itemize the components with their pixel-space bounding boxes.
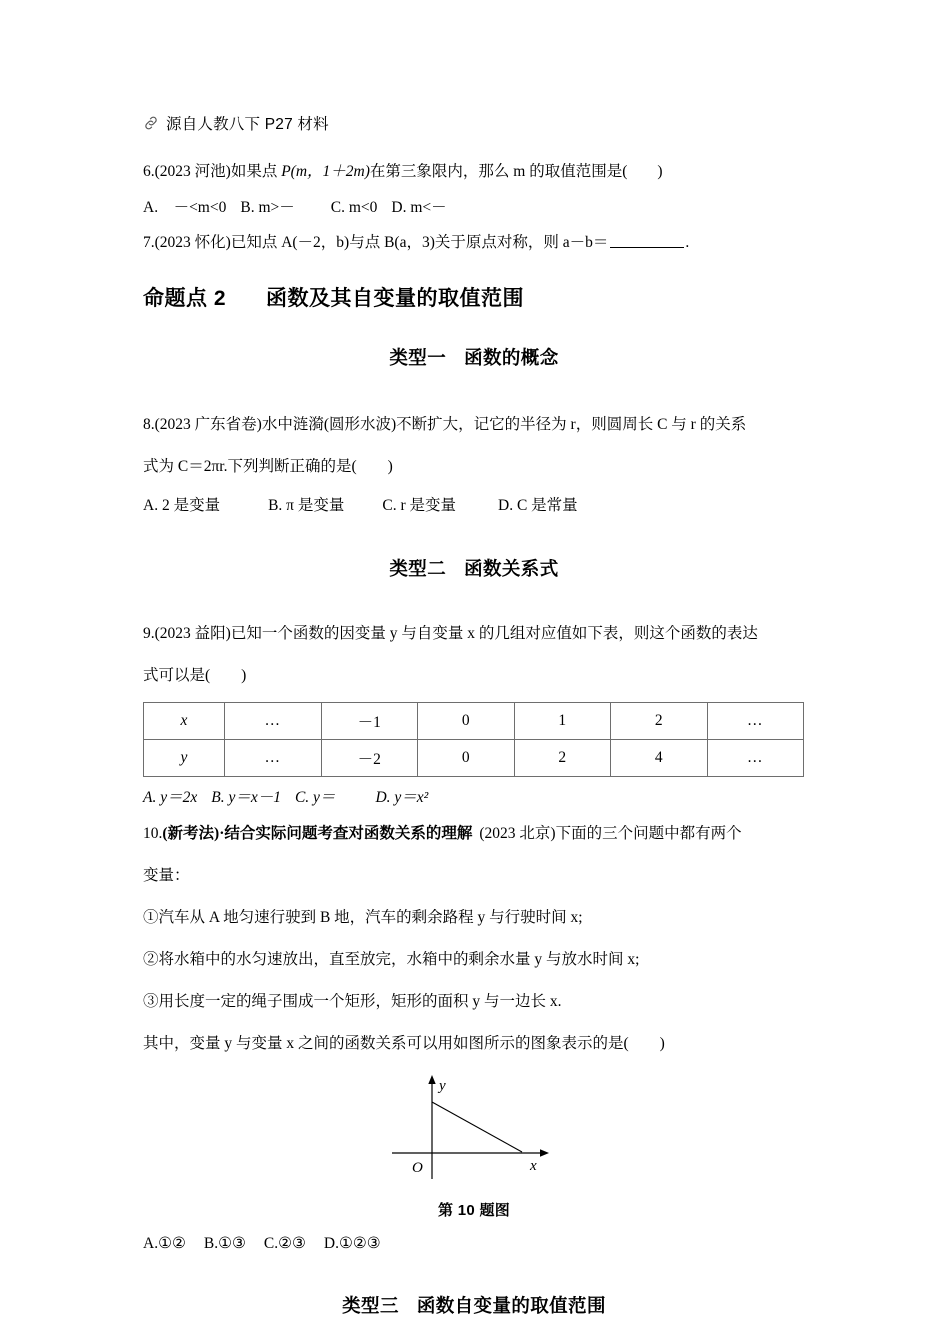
type-heading-2-title: 函数关系式 [464,558,559,579]
y-axis-arrow [428,1075,435,1084]
origin-label: O [412,1160,423,1176]
page-content [143,112,805,1318]
question-8-option-b[interactable]: B. π 是变量 [268,496,345,514]
question-10-line1-row [143,813,805,855]
question-9-line1 [143,626,758,642]
question-10-option-a[interactable]: A.①② [143,1235,186,1253]
question-6-stem [143,164,663,180]
data-line [432,1102,522,1152]
question-10-figure [143,1071,805,1220]
figure-graph [374,1071,574,1189]
section-heading-cmd-point-2 [143,282,805,312]
graph-svg [374,1071,574,1189]
question-8 [143,404,805,523]
table-cell-x-4: 2 [611,703,708,740]
question-10-item-2: ②将水箱中的水匀速放出，直至放完，水箱中的剩余水量 y 与放水时间 x; [143,951,640,969]
table-cell-y-0: … [225,740,322,777]
table-row [144,740,804,777]
question-10-tag-desc: ·结合实际问题考查对函数关系的理解 [219,825,473,843]
question-10 [143,813,805,1262]
question-9-option-c[interactable]: C. y＝ [294,789,336,807]
question-6-body-before: 如果点 [230,162,282,180]
question-8-number: 8. [143,416,155,434]
question-10-item-3: ③用长度一定的绳子围成一个矩形，矩形的面积 y 与一边长 x. [143,993,562,1011]
question-6-stem-row [143,153,805,190]
cmd-point-label: 命题点 2 [143,287,227,310]
question-6-close-paren: ) [657,162,663,180]
type-heading-1-title: 函数的概念 [464,347,559,368]
question-10-options [143,1236,381,1252]
question-9-option-b[interactable]: B. y＝x－1 [211,789,281,807]
question-10-options-row [143,1226,805,1262]
question-7-period: . [685,234,690,252]
table-row-header-x: x [144,703,225,740]
question-10-option-c[interactable]: C.②③ [263,1235,306,1253]
question-9-line1-row [143,613,805,655]
table-cell-x-3: 1 [514,703,611,740]
question-6-option-b[interactable]: B. m>－ [240,198,295,216]
question-6-body-after: 在第三象限内，那么 m 的取值范围是( [369,162,628,180]
question-10-line2-row [143,855,805,897]
question-10-final-row [143,1023,805,1065]
question-10-number: 10. [143,825,163,843]
type-heading-3-title: 函数自变量的取值范围 [416,1295,606,1316]
question-9 [143,613,805,813]
question-9-line2-row [143,655,805,697]
question-6-options-row [143,190,805,225]
source-note-text: 源自人教八下 P27 材料 [166,116,329,133]
question-7-text [143,234,689,251]
question-7-source: (2023 怀化) [154,234,231,252]
question-9-number: 9. [143,625,155,643]
question-10-line1-tail: 下面的三个问题中都有两个 [555,825,742,843]
question-7-answer-blank[interactable] [610,234,684,248]
table-cell-y-2: 0 [418,740,515,777]
question-10-final-line: 其中，变量 y 与变量 x 之间的函数关系可以用如图所示的图象表示的是( ) [143,1035,665,1053]
table-cell-x-1: －1 [321,703,418,740]
type-heading-2-prefix: 类型二 [389,558,447,579]
source-note [143,112,805,134]
question-10-line1 [143,826,742,842]
question-10-item1-row [143,897,805,939]
question-9-line2: 式可以是( ) [143,667,247,685]
question-8-body: 水中涟漪(圆形水波)不断扩大，记它的半径为 r，则圆周长 C 与 r 的关系 [261,416,747,434]
question-8-options-row [143,488,805,523]
question-10-tag: (新考法) [162,825,220,843]
table-cell-y-5: … [707,740,804,777]
table-row [144,703,804,740]
question-10-item3-row [143,981,805,1023]
question-7-number: 7. [143,234,155,252]
question-10-source: (2023 北京) [479,825,556,843]
question-8-line2-row [143,446,805,488]
question-7-row [143,225,805,260]
question-8-options [143,498,578,514]
type-heading-2 [143,555,805,581]
question-8-source: (2023 广东省卷) [154,416,262,434]
table-cell-y-4: 4 [611,740,708,777]
table-cell-x-0: … [225,703,322,740]
question-8-option-d[interactable]: D. C 是常量 [498,496,578,514]
question-9-body: 已知一个函数的因变量 y 与自变量 x 的几组对应值如下表，则这个函数的表达 [230,625,758,643]
question-8-option-a[interactable]: A. 2 是变量 [143,496,221,514]
question-6-option-c[interactable]: C. m<0 [330,198,378,216]
x-axis-arrow [540,1149,549,1156]
question-6-option-d[interactable]: D. m<－ [391,198,447,216]
table-row-header-y: y [144,740,225,777]
question-10-item-1: ①汽车从 A 地匀速行驶到 B 地，汽车的剩余路程 y 与行驶时间 x; [143,909,583,927]
question-10-item2-row [143,939,805,981]
question-8-option-c[interactable]: C. r 是变量 [382,496,457,514]
table-cell-x-5: … [707,703,804,740]
figure-caption: 第 10 题图 [437,1202,511,1219]
question-6 [143,153,805,225]
cmd-point-title: 函数及其自变量的取值范围 [266,287,525,310]
question-7 [143,225,805,260]
question-9-option-a[interactable]: A. y＝2x [143,789,198,807]
question-9-value-table [143,702,804,777]
y-axis-label: y [439,1078,446,1094]
type-heading-1 [143,344,805,370]
question-9-options-row [143,783,805,813]
type-heading-3-prefix: 类型三 [342,1295,399,1316]
table-cell-x-2: 0 [418,703,515,740]
question-7-body: 已知点 A(－2，b)与点 B(a，3)关于原点对称，则 a－b＝ [230,234,609,252]
question-9-option-d[interactable]: D. y＝x² [375,789,429,807]
question-9-source: (2023 益阳) [154,625,231,643]
question-6-point: P(m，1＋2m) [281,162,370,180]
x-axis-label: x [530,1158,537,1174]
table-cell-y-3: 2 [514,740,611,777]
question-9-options [143,790,428,806]
question-6-number: 6. [143,162,155,180]
link-icon [143,115,159,131]
question-8-line1 [143,417,746,433]
table-cell-y-1: －2 [321,740,418,777]
question-6-options [143,200,447,216]
type-heading-1-prefix: 类型一 [389,347,447,368]
question-8-line1-row [143,404,805,446]
question-6-option-a[interactable]: A. －<m<0 [143,198,227,216]
question-8-line2: 式为 C＝2πr.下列判断正确的是( ) [143,458,393,476]
question-10-option-b[interactable]: B.①③ [203,1235,246,1253]
question-10-option-d[interactable]: D.①②③ [323,1235,381,1253]
question-10-line2: 变量： [143,867,190,885]
type-heading-3 [143,1292,805,1318]
question-6-source: (2023 河池) [154,162,231,180]
